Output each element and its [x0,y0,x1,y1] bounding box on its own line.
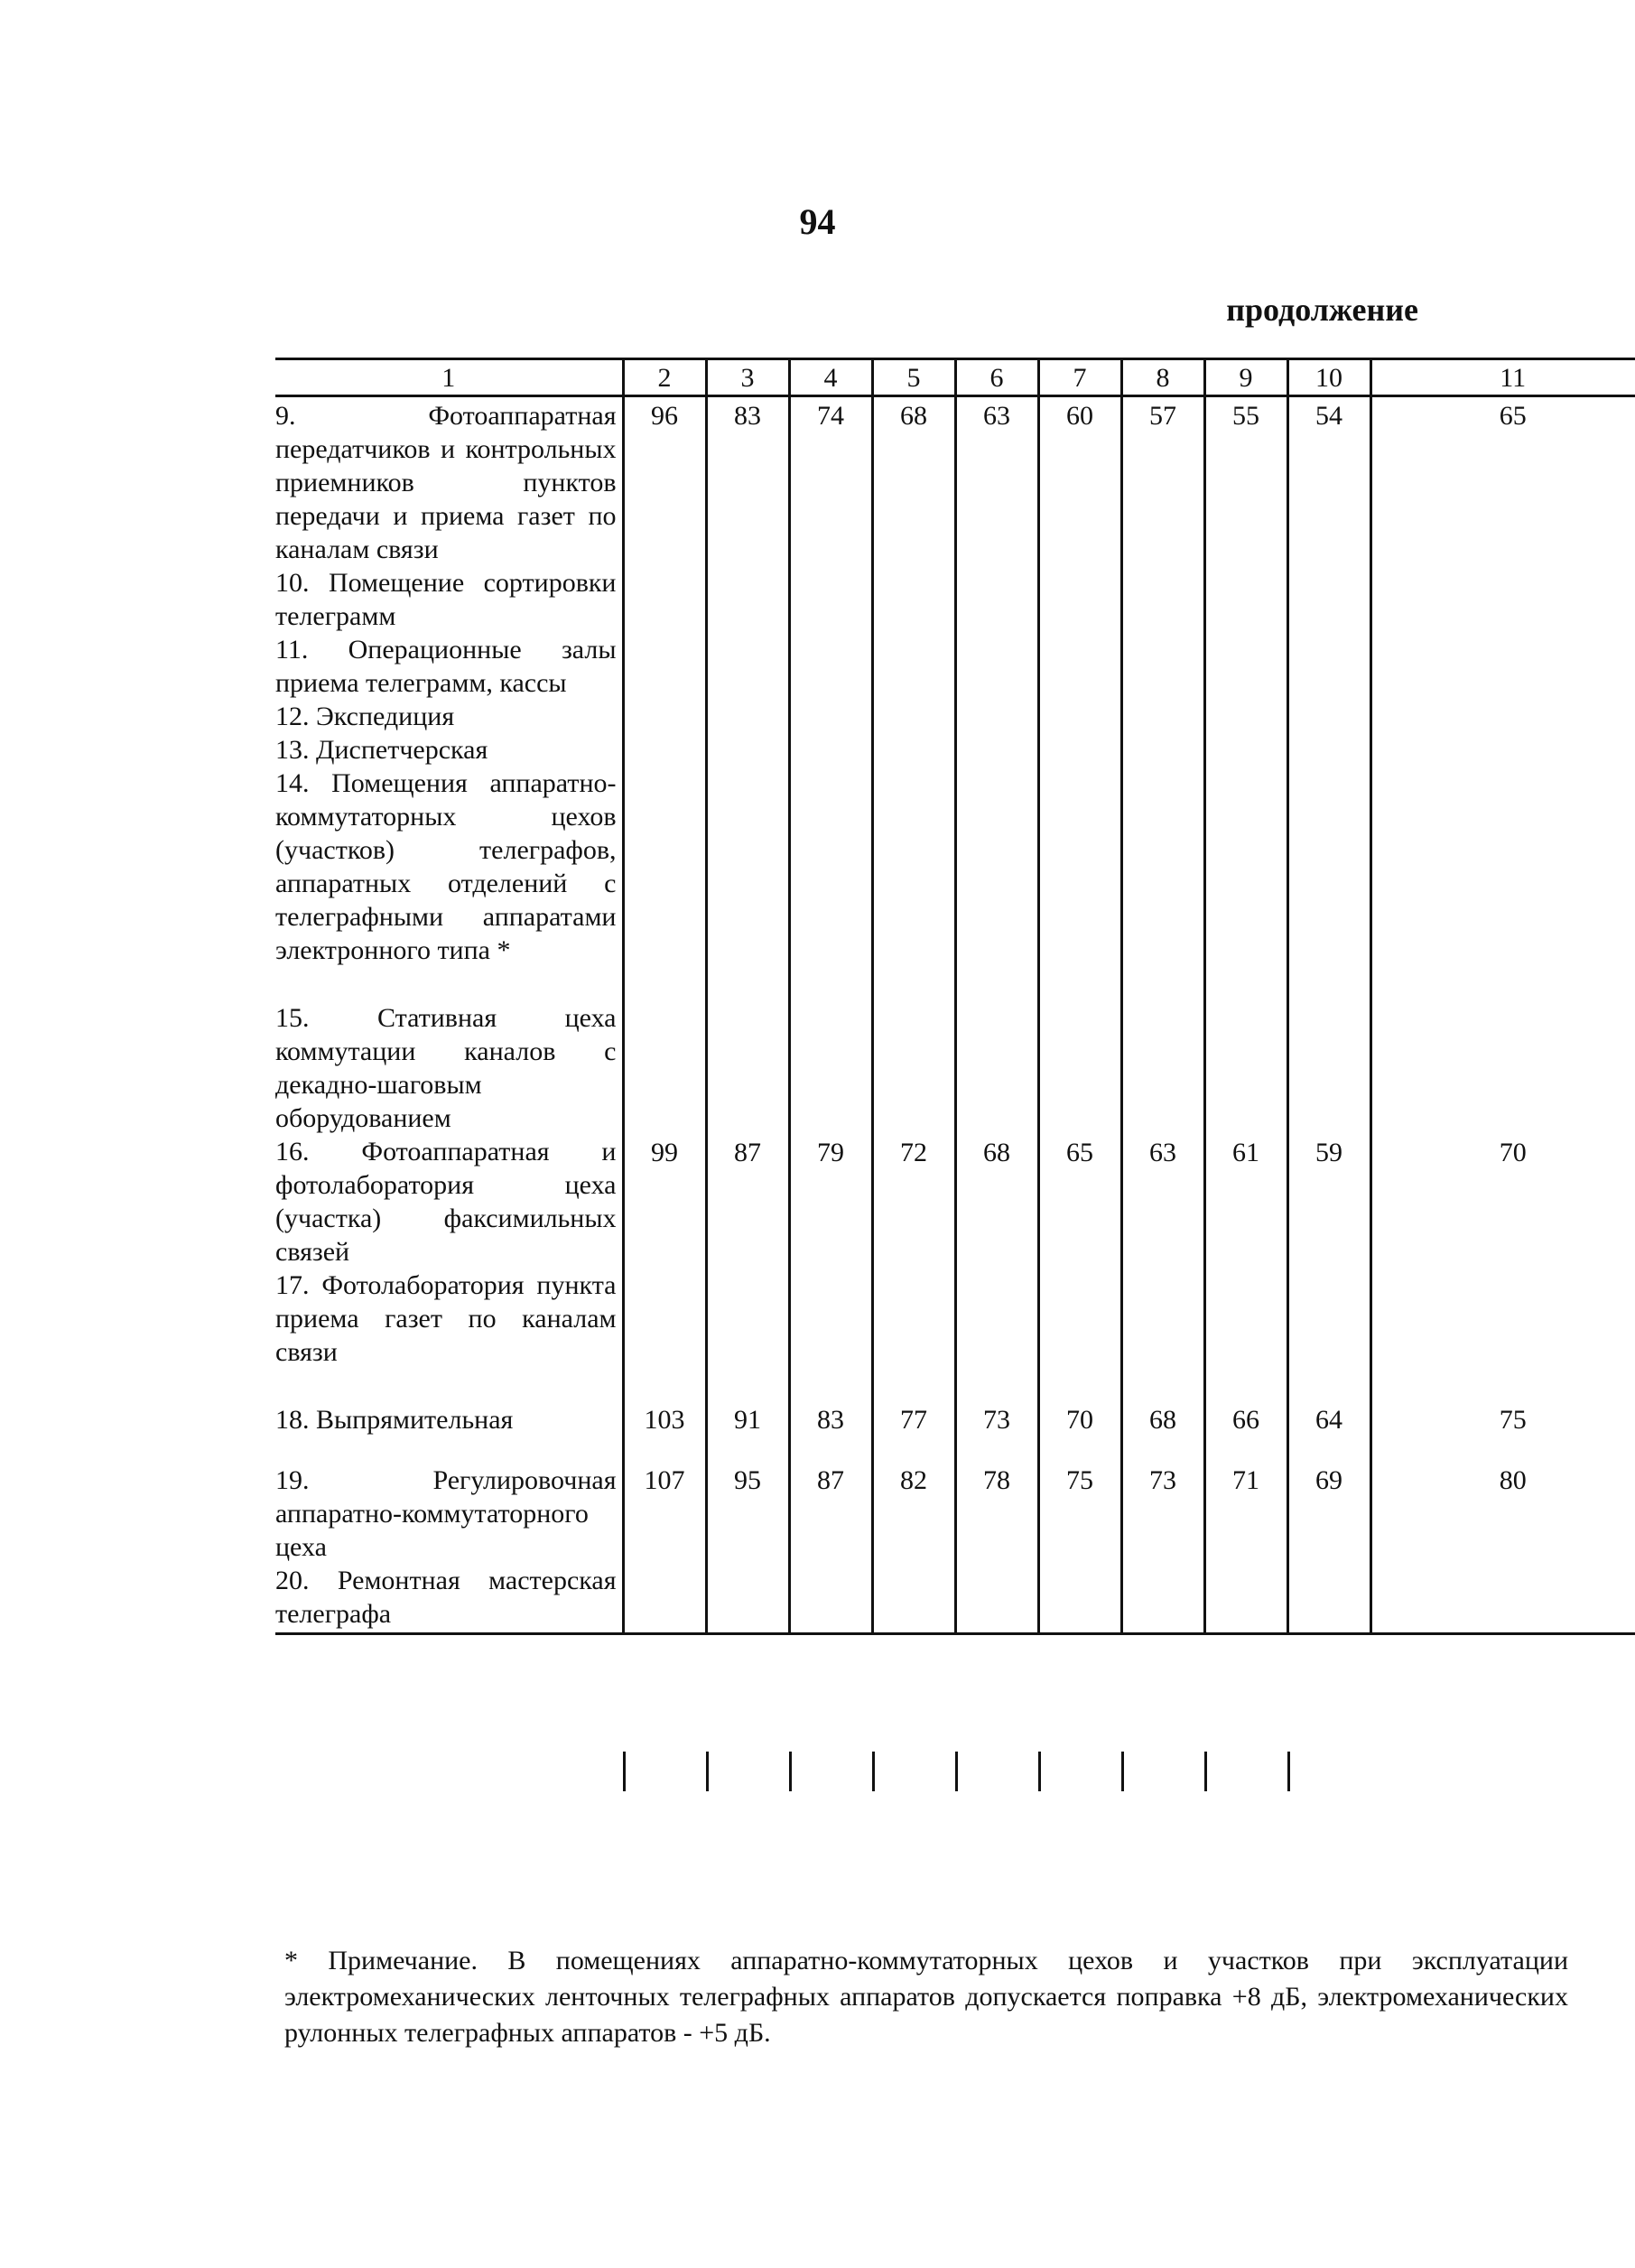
room-name: 10. Помещение сортировки телеграмм [275,568,617,631]
room-name: 18. Выпрямительная [275,1405,514,1435]
column-rule [706,1752,709,1791]
column-header: 2 [623,359,706,396]
column-header: 6 [955,359,1038,396]
room-name: 19. Регулировочная аппаратно-коммутаторного цеха [275,1465,617,1562]
value-cell: 103 [623,1401,706,1438]
value-cell: 65 [1038,999,1121,1371]
value-cell: 68 [1121,1401,1204,1438]
noise-level-table [275,358,1635,1635]
room-description [275,999,623,1371]
value-cell: 107 [623,1462,706,1634]
room-name: 14. Помещения аппаратно-коммутаторных цехов (участков) телеграфов, аппаратных отделений с телеграфными аппаратами электронного типа * [275,768,617,965]
value-cell: 60 [1038,396,1121,970]
value-cell: 80 [1370,1462,1635,1634]
room-name: 16. Фотоаппаратная и фотолаборатория цеха (участка) факсимильных связей [275,1137,617,1267]
value-cell: 68 [872,396,955,970]
value-cell: 69 [1287,1462,1370,1634]
table-spacer [275,1371,1635,1401]
value-cell: 75 [1370,1401,1635,1438]
value-cell: 79 [789,999,872,1371]
column-header: 4 [789,359,872,396]
value-cell: 77 [872,1401,955,1438]
room-name: 20. Ремонтная мастерская телеграфа [275,1566,617,1629]
room-name: 17. Фотолаборатория пункта приема газет по каналам связи [275,1270,617,1367]
continued-label: продолжение [1226,292,1418,328]
value-cell: 73 [1121,1462,1204,1634]
room-name: 12. Экспедиция [275,702,455,731]
column-rule [789,1752,792,1791]
value-cell: 63 [955,396,1038,970]
table-spacer [275,1438,1635,1462]
column-header: 7 [1038,359,1121,396]
value-cell: 83 [706,396,789,970]
value-cell: 61 [1204,999,1287,1371]
value-cell: 65 [1370,396,1635,970]
column-header: 8 [1121,359,1204,396]
column-rule [1204,1752,1207,1791]
room-name: 13. Диспетчерская [275,735,488,765]
value-cell: 57 [1121,396,1204,970]
value-cell: 87 [706,999,789,1371]
value-cell: 68 [955,999,1038,1371]
column-header: 9 [1204,359,1287,396]
value-cell: 59 [1287,999,1370,1371]
value-cell: 73 [955,1401,1038,1438]
value-cell: 64 [1287,1401,1370,1438]
table-row [275,396,1635,970]
column-rule [623,1752,626,1791]
table-header-row [275,359,1635,396]
column-header: 11 [1370,359,1635,396]
table-row [275,999,1635,1371]
value-cell: 72 [872,999,955,1371]
room-name: 11. Операционные залы приема телеграмм, кассы [275,635,617,698]
column-header: 5 [872,359,955,396]
room-name: 15. Стативная цеха коммутации каналов с декадно-шаговым оборудованием [275,1003,617,1133]
value-cell: 99 [623,999,706,1371]
value-cell: 63 [1121,999,1204,1371]
value-cell: 54 [1287,396,1370,970]
value-cell: 75 [1038,1462,1121,1634]
column-header: 3 [706,359,789,396]
column-rule [1038,1752,1041,1791]
page-number: 94 [799,201,836,242]
table-spacer [275,969,1635,999]
column-header: 10 [1287,359,1370,396]
value-cell: 91 [706,1401,789,1438]
column-rule [955,1752,958,1791]
value-cell: 66 [1204,1401,1287,1438]
room-description [275,1462,623,1634]
value-cell: 96 [623,396,706,970]
room-name: 9. Фотоаппаратная передатчиков и контрольных приемников пунктов передачи и приема газет по каналам связи [275,401,617,564]
footnote: * Примечание. В помещениях аппаратно-коммутаторных цехов и участков при эксплуатации электромеханических ленточных телеграфных аппаратов допускается поправка +8 дБ, электромеханических рулонных телеграфных аппаратов - +5 дБ. [284,1946,1568,2048]
column-header: 1 [275,359,623,396]
column-rule [1121,1752,1124,1791]
column-rule [1287,1752,1290,1791]
value-cell: 83 [789,1401,872,1438]
value-cell: 55 [1204,396,1287,970]
column-rule [872,1752,875,1791]
value-cell: 74 [789,396,872,970]
table-row [275,1401,1635,1438]
value-cell: 78 [955,1462,1038,1634]
value-cell: 70 [1038,1401,1121,1438]
table-tail-rules [275,1752,1571,1791]
value-cell: 82 [872,1462,955,1634]
value-cell: 71 [1204,1462,1287,1634]
room-description [275,396,623,970]
value-cell: 87 [789,1462,872,1634]
value-cell: 70 [1370,999,1635,1371]
value-cell: 95 [706,1462,789,1634]
room-description [275,1401,623,1438]
table-row [275,1462,1635,1634]
